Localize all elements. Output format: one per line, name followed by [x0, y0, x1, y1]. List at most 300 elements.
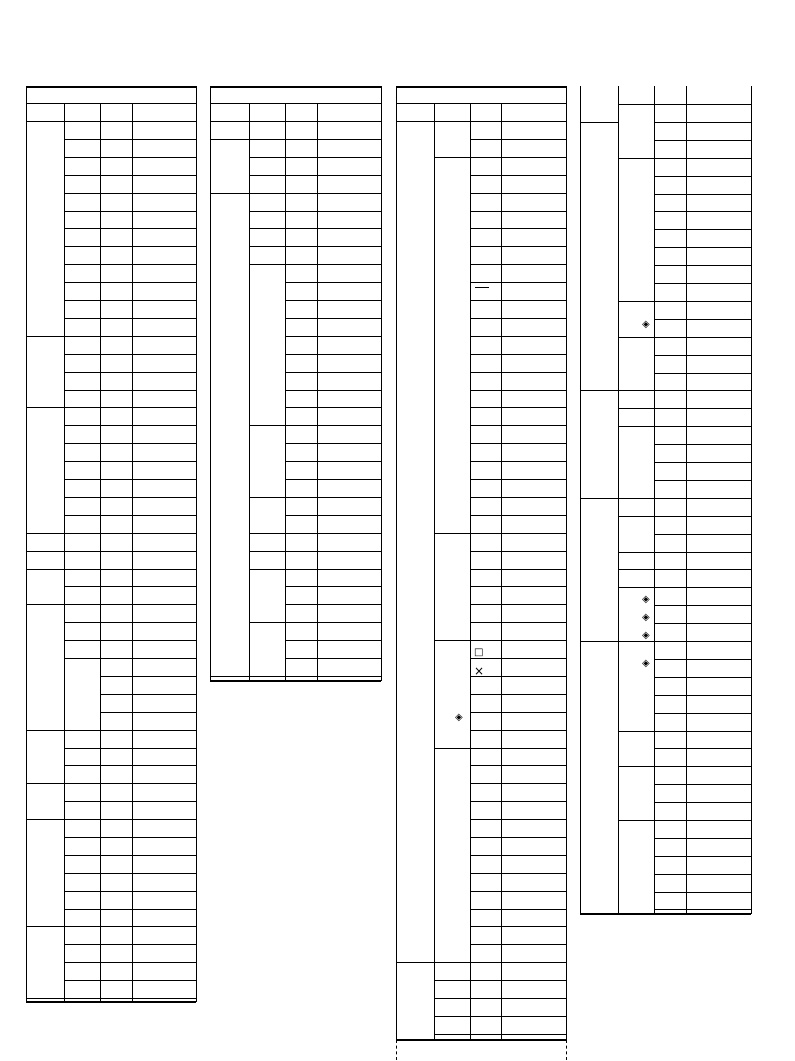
row-rule — [654, 122, 686, 123]
row-rule — [654, 587, 686, 588]
row-rule — [132, 604, 196, 605]
row-rule — [501, 748, 566, 749]
row-rule — [470, 748, 501, 749]
row-rule — [285, 604, 317, 605]
column-rule — [210, 86, 211, 681]
row-rule — [501, 622, 566, 623]
row-rule — [285, 211, 317, 212]
row-rule — [100, 765, 132, 766]
row-rule — [618, 552, 654, 553]
row-rule — [64, 443, 100, 444]
row-rule — [317, 354, 381, 355]
row-rule — [64, 748, 100, 749]
row-rule — [686, 265, 751, 266]
row-rule — [501, 765, 566, 766]
row-rule — [285, 354, 317, 355]
row-rule — [100, 479, 132, 480]
row-rule — [580, 390, 618, 391]
row-rule — [686, 444, 751, 445]
row-rule — [470, 139, 501, 140]
column-rule — [317, 103, 318, 681]
row-rule — [317, 586, 381, 587]
row-rule — [132, 533, 196, 534]
diamond-arrow-icon: ◈ — [642, 658, 650, 669]
row-rule — [501, 873, 566, 874]
row-rule — [654, 605, 686, 606]
row-rule — [26, 926, 64, 927]
row-rule — [100, 586, 132, 587]
row-rule — [100, 443, 132, 444]
row-rule — [501, 497, 566, 498]
row-rule — [100, 909, 132, 910]
row-rule — [501, 372, 566, 373]
row-rule — [100, 228, 132, 229]
row-rule — [100, 139, 132, 140]
row-rule — [470, 390, 501, 391]
row-rule — [686, 462, 751, 463]
row-rule — [100, 425, 132, 426]
row-rule — [100, 926, 132, 927]
row-rule — [64, 783, 100, 784]
row-rule — [132, 891, 196, 892]
row-rule — [501, 479, 566, 480]
row-rule — [285, 318, 317, 319]
row-rule — [100, 282, 132, 283]
row-rule — [618, 337, 654, 338]
row-rule — [249, 139, 285, 140]
row-rule — [100, 980, 132, 981]
row-rule — [317, 604, 381, 605]
row-rule — [100, 157, 132, 158]
row-rule — [317, 175, 381, 176]
row-rule — [434, 962, 470, 963]
row-rule — [285, 139, 317, 140]
row-rule — [285, 264, 317, 265]
row-rule — [470, 586, 501, 587]
column-rule — [618, 86, 619, 914]
row-rule — [501, 962, 566, 963]
row-rule — [470, 569, 501, 570]
column-rule — [566, 86, 567, 1040]
row-rule — [686, 390, 751, 391]
row-rule — [26, 730, 64, 731]
row-rule — [654, 820, 686, 821]
row-rule — [470, 228, 501, 229]
row-rule — [501, 569, 566, 570]
row-rule — [317, 443, 381, 444]
row-rule — [470, 443, 501, 444]
row-rule — [132, 694, 196, 695]
row-rule — [686, 247, 751, 248]
row-rule — [285, 157, 317, 158]
row-rule — [470, 157, 501, 158]
row-rule — [618, 426, 654, 427]
row-rule — [470, 873, 501, 874]
row-rule — [64, 998, 100, 999]
row-rule — [501, 604, 566, 605]
row-rule — [654, 534, 686, 535]
row-rule — [654, 390, 686, 391]
row-rule — [654, 623, 686, 624]
column-rule — [100, 103, 101, 1002]
row-rule — [654, 408, 686, 409]
row-rule — [132, 282, 196, 283]
row-rule — [654, 247, 686, 248]
column-rule — [470, 103, 471, 1040]
row-rule — [434, 640, 470, 641]
column-rule — [434, 103, 435, 1040]
row-rule — [618, 390, 654, 391]
row-rule — [64, 228, 100, 229]
row-rule — [317, 497, 381, 498]
row-rule — [26, 551, 64, 552]
row-rule — [686, 713, 751, 714]
row-rule — [501, 783, 566, 784]
row-rule — [686, 731, 751, 732]
row-rule — [64, 730, 100, 731]
row-rule — [686, 516, 751, 517]
row-rule — [132, 246, 196, 247]
row-rule — [470, 819, 501, 820]
row-rule — [654, 802, 686, 803]
row-rule — [470, 622, 501, 623]
row-rule — [686, 623, 751, 624]
row-rule — [654, 229, 686, 230]
row-rule — [654, 158, 686, 159]
row-rule — [285, 175, 317, 176]
row-rule — [132, 264, 196, 265]
row-rule — [434, 1016, 470, 1017]
row-rule — [654, 731, 686, 732]
row-rule — [249, 533, 285, 534]
row-rule — [64, 819, 100, 820]
row-rule — [618, 820, 654, 821]
row-rule — [132, 801, 196, 802]
row-rule — [396, 1039, 566, 1041]
row-rule — [470, 730, 501, 731]
row-rule — [501, 640, 566, 641]
row-rule — [686, 641, 751, 642]
row-rule — [470, 264, 501, 265]
row-rule — [686, 122, 751, 123]
row-rule — [132, 443, 196, 444]
row-rule — [470, 926, 501, 927]
row-rule — [64, 300, 100, 301]
row-rule — [100, 515, 132, 516]
column-rule — [132, 103, 133, 1002]
row-rule — [501, 407, 566, 408]
row-rule — [26, 407, 64, 408]
row-rule — [100, 944, 132, 945]
row-rule — [618, 731, 654, 732]
row-rule — [470, 175, 501, 176]
row-rule — [501, 282, 566, 283]
row-rule — [580, 913, 751, 915]
row-rule — [249, 246, 285, 247]
row-rule — [654, 641, 686, 642]
row-rule — [501, 694, 566, 695]
row-rule — [285, 479, 317, 480]
row-rule — [618, 301, 654, 302]
row-rule — [470, 640, 501, 641]
row-rule — [317, 157, 381, 158]
row-rule — [396, 86, 566, 88]
row-rule — [317, 264, 381, 265]
row-rule — [501, 1016, 566, 1017]
row-rule — [317, 211, 381, 212]
row-rule — [654, 176, 686, 177]
row-rule — [64, 658, 100, 659]
row-rule — [132, 497, 196, 498]
row-rule — [654, 194, 686, 195]
row-rule — [470, 962, 501, 963]
row-rule — [64, 139, 100, 140]
row-rule — [501, 998, 566, 999]
row-rule — [100, 658, 132, 659]
row-rule — [132, 640, 196, 641]
row-rule — [317, 318, 381, 319]
row-rule — [686, 820, 751, 821]
row-rule — [285, 300, 317, 301]
row-rule — [654, 355, 686, 356]
row-rule — [501, 676, 566, 677]
row-rule — [470, 300, 501, 301]
row-rule — [618, 158, 654, 159]
row-rule — [64, 801, 100, 802]
row-rule — [132, 139, 196, 140]
row-rule — [317, 461, 381, 462]
row-rule — [686, 337, 751, 338]
row-rule — [132, 980, 196, 981]
row-rule — [618, 587, 654, 588]
row-rule — [285, 658, 317, 659]
row-rule — [64, 211, 100, 212]
row-rule — [249, 175, 285, 176]
row-rule — [501, 1034, 566, 1035]
row-rule — [618, 104, 751, 105]
row-rule — [132, 998, 196, 999]
row-rule — [686, 534, 751, 535]
row-rule — [285, 246, 317, 247]
row-rule — [686, 874, 751, 875]
row-rule — [686, 856, 751, 857]
row-rule — [132, 944, 196, 945]
row-rule — [285, 372, 317, 373]
row-rule — [285, 640, 317, 641]
row-rule — [470, 425, 501, 426]
row-rule — [100, 801, 132, 802]
row-rule — [686, 408, 751, 409]
row-rule — [132, 354, 196, 355]
row-rule — [317, 425, 381, 426]
row-rule — [501, 909, 566, 910]
row-rule — [470, 837, 501, 838]
row-rule — [501, 318, 566, 319]
row-rule — [434, 1034, 470, 1035]
row-rule — [26, 998, 64, 999]
row-rule — [100, 712, 132, 713]
row-rule — [686, 909, 751, 910]
row-rule — [501, 264, 566, 265]
row-rule — [686, 140, 751, 141]
row-rule — [132, 175, 196, 176]
square-icon: □ — [474, 647, 484, 658]
row-rule — [470, 765, 501, 766]
row-rule — [132, 461, 196, 462]
row-rule — [285, 533, 317, 534]
row-rule — [100, 694, 132, 695]
column-rule — [196, 86, 197, 1002]
row-rule — [285, 551, 317, 552]
row-rule — [470, 246, 501, 247]
row-rule — [64, 586, 100, 587]
row-rule — [100, 551, 132, 552]
row-rule — [501, 819, 566, 820]
row-rule — [686, 892, 751, 893]
row-rule — [100, 372, 132, 373]
row-rule — [654, 337, 686, 338]
row-rule — [686, 158, 751, 159]
row-rule — [100, 354, 132, 355]
row-rule — [501, 980, 566, 981]
row-rule — [654, 659, 686, 660]
row-rule — [654, 265, 686, 266]
row-rule — [434, 748, 470, 749]
row-rule — [285, 586, 317, 587]
row-rule — [501, 157, 566, 158]
row-rule — [654, 552, 686, 553]
row-rule — [580, 498, 618, 499]
row-rule — [434, 533, 470, 534]
row-rule — [285, 497, 317, 498]
row-rule — [470, 318, 501, 319]
row-rule — [132, 712, 196, 713]
row-rule — [100, 891, 132, 892]
row-rule — [132, 855, 196, 856]
row-rule — [618, 641, 654, 642]
row-rule — [317, 640, 381, 641]
row-rule — [100, 407, 132, 408]
row-rule — [470, 515, 501, 516]
row-rule — [686, 695, 751, 696]
row-rule — [64, 980, 100, 981]
row-rule — [501, 228, 566, 229]
row-rule — [132, 730, 196, 731]
row-rule — [64, 962, 100, 963]
row-rule — [686, 319, 751, 320]
row-rule — [686, 355, 751, 356]
row-rule — [470, 336, 501, 337]
column-rule — [501, 103, 502, 1040]
row-rule — [580, 641, 618, 642]
column-rule — [64, 103, 65, 1002]
row-rule — [249, 264, 285, 265]
row-rule — [686, 498, 751, 499]
column-rule — [26, 86, 27, 1002]
row-rule — [64, 622, 100, 623]
row-rule — [100, 962, 132, 963]
row-rule — [64, 497, 100, 498]
row-rule — [285, 569, 317, 570]
row-rule — [501, 586, 566, 587]
row-rule — [686, 838, 751, 839]
row-rule — [100, 730, 132, 731]
row-rule — [132, 551, 196, 552]
row-rule — [654, 211, 686, 212]
row-rule — [64, 926, 100, 927]
row-rule — [132, 837, 196, 838]
row-rule — [686, 677, 751, 678]
row-rule — [317, 228, 381, 229]
row-rule — [64, 461, 100, 462]
row-rule — [132, 569, 196, 570]
row-rule — [317, 551, 381, 552]
row-rule — [100, 604, 132, 605]
row-rule — [132, 783, 196, 784]
row-rule — [132, 586, 196, 587]
row-rule — [100, 211, 132, 212]
row-rule — [654, 444, 686, 445]
row-rule — [64, 318, 100, 319]
row-rule — [26, 121, 196, 122]
row-rule — [470, 801, 501, 802]
row-rule — [132, 515, 196, 516]
row-rule — [132, 962, 196, 963]
row-rule — [470, 783, 501, 784]
row-rule — [654, 569, 686, 570]
row-rule — [64, 175, 100, 176]
diamond-arrow-icon: ◈ — [455, 712, 463, 723]
row-rule — [654, 426, 686, 427]
row-rule — [470, 497, 501, 498]
row-rule — [501, 533, 566, 534]
row-rule — [654, 713, 686, 714]
row-rule — [285, 228, 317, 229]
row-rule — [470, 944, 501, 945]
row-rule — [654, 283, 686, 284]
row-rule — [285, 336, 317, 337]
row-rule — [132, 425, 196, 426]
row-rule — [100, 533, 132, 534]
row-rule — [132, 765, 196, 766]
row-rule — [396, 103, 566, 104]
row-rule — [132, 873, 196, 874]
row-rule — [64, 193, 100, 194]
row-rule — [64, 354, 100, 355]
row-rule — [618, 766, 654, 767]
column-rule — [381, 86, 382, 681]
row-rule — [132, 407, 196, 408]
row-rule — [64, 837, 100, 838]
row-rule — [470, 891, 501, 892]
row-rule — [501, 515, 566, 516]
row-rule — [285, 515, 317, 516]
row-rule — [470, 980, 501, 981]
row-rule — [501, 730, 566, 731]
diamond-arrow-icon: ◈ — [642, 612, 650, 623]
row-rule — [64, 765, 100, 766]
row-rule — [686, 211, 751, 212]
row-rule — [654, 838, 686, 839]
row-rule — [64, 372, 100, 373]
diamond-arrow-icon: ◈ — [642, 594, 650, 605]
row-rule — [210, 121, 381, 122]
row-rule — [618, 516, 654, 517]
row-rule — [64, 282, 100, 283]
row-rule — [100, 640, 132, 641]
row-rule — [210, 139, 249, 140]
row-rule — [26, 1001, 196, 1003]
